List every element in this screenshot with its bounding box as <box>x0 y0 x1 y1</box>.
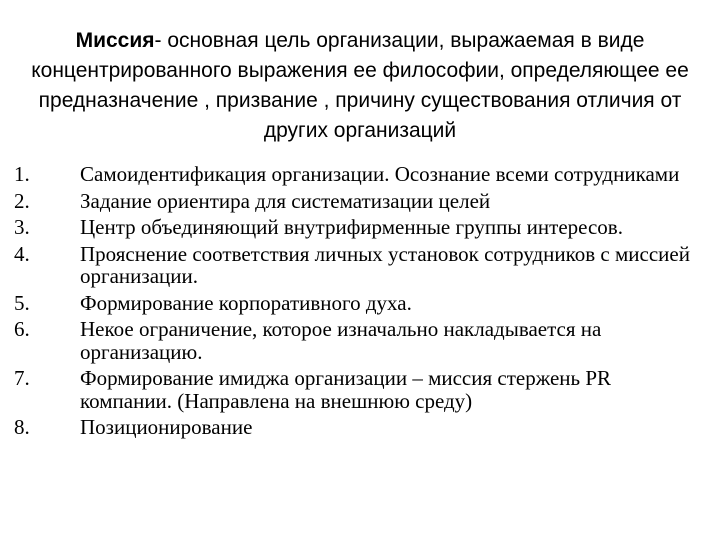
list-item-number: 8. <box>14 415 30 439</box>
mission-term: Миссия <box>75 29 155 52</box>
list-item <box>14 416 704 439</box>
list-item-text: Формирование корпоративного духа. <box>80 290 412 315</box>
list-item-text: Центр объединяющий внутрифирменные группы интересов. <box>80 215 623 239</box>
list-item <box>14 318 704 363</box>
list-item <box>14 292 704 315</box>
list-item <box>14 163 704 186</box>
list-item <box>14 243 704 288</box>
list-item <box>14 367 704 412</box>
list-item-text: Формирование имиджа организации – миссия стержень PR компании. (Направлена на внешнюю среду) <box>80 366 612 413</box>
list-item-text: Задание ориентира для систематизации целей <box>80 188 491 213</box>
list-item-number: 7. <box>14 366 30 390</box>
list-item-text: Позиционирование <box>80 415 253 439</box>
list-item-text: Прояснение соответствия личных установок сотрудников с миссией организации. <box>80 241 690 288</box>
list-item-number: 6. <box>14 317 30 341</box>
list-item <box>14 190 704 213</box>
mission-definition-text: - основная цель организации, выражаемая в виде концентрированного выражения ее философии, определяющее ее предназначение , призвание , причину существования отличия от других организаций <box>31 29 689 142</box>
list-item-number: 4. <box>14 241 30 266</box>
list-item-text: Самоидентификация организации. Осознание всеми сотрудниками <box>80 162 680 186</box>
list-item-text: Некое ограничение, которое изначально накладывается на организацию. <box>80 317 602 364</box>
list-item-number: 5. <box>14 290 30 315</box>
mission-functions-list <box>14 163 704 443</box>
list-item <box>14 216 704 239</box>
list-item-number: 2. <box>14 188 30 213</box>
list-item-number: 1. <box>14 162 30 186</box>
mission-definition <box>30 26 690 146</box>
list-item-number: 3. <box>14 215 30 239</box>
